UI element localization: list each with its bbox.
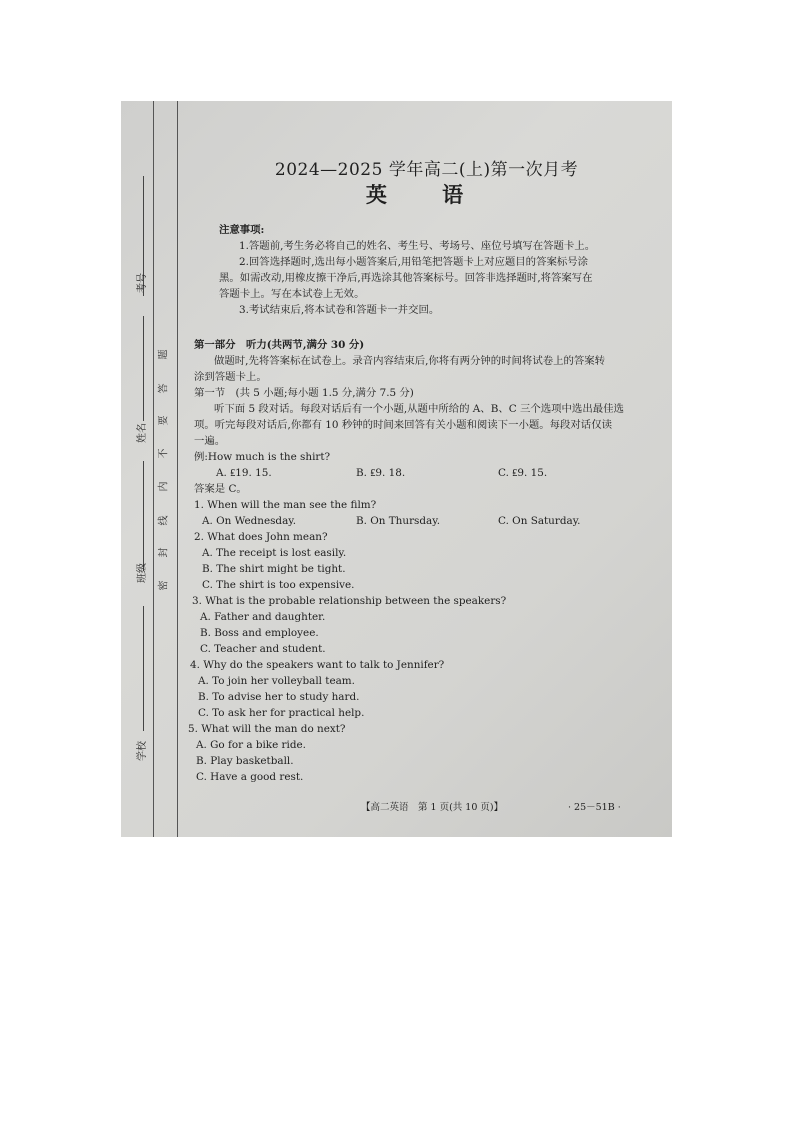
- exam-number-label: 考号: [137, 273, 148, 293]
- question-1-options: [194, 513, 624, 529]
- notice-line: 3.考试结束后,将本试卷和答题卡一并交回。: [239, 304, 440, 316]
- question-4: 4. Why do the speakers want to talk to Jennifer?: [190, 659, 445, 671]
- notice-line: 2.回答选择题时,选出每小题答案后,用铅笔把答题卡上对应题目的答案标号涂: [239, 256, 589, 268]
- class-label: 班级: [137, 563, 148, 583]
- name-label: 姓名: [137, 423, 148, 443]
- section1-line: 一遍。: [194, 435, 226, 447]
- q3-option-b: B. Boss and employee.: [200, 627, 319, 639]
- q4-option-b: B. To advise her to study hard.: [198, 691, 360, 703]
- part1-heading: 第一部分 听力(共两节,满分 30 分): [194, 339, 365, 351]
- example-answer: 答案是 C。: [194, 483, 247, 495]
- seal-char: 封: [158, 547, 170, 558]
- section1-line: 听下面 5 段对话。每段对话后有一个小题,从题中所给的 A、B、C 三个选项中选出最佳选: [214, 403, 624, 415]
- q1-option-c: C. On Saturday.: [498, 515, 581, 527]
- question-2: 2. What does John mean?: [194, 531, 328, 543]
- q2-option-c: C. The shirt is too expensive.: [202, 579, 355, 591]
- q1-option-b: B. On Thursday.: [356, 515, 441, 527]
- exam-code: · 25－51B ·: [568, 802, 621, 813]
- q5-option-a: A. Go for a bike ride.: [196, 739, 306, 751]
- q4-option-a: A. To join her volleyball team.: [198, 675, 355, 687]
- section1-line: 项。听完每段对话后,你都有 10 秒钟的时间来回答有关小题和阅读下一小题。每段对话仅读: [194, 419, 612, 431]
- exam-content: [121, 101, 672, 837]
- section1-heading: 第一节 (共 5 小题;每小题 1.5 分,满分 7.5 分): [194, 387, 414, 399]
- question-3: 3. What is the probable relationship between the speakers?: [192, 595, 507, 607]
- example-option-c: C. ₤9. 15.: [498, 467, 548, 479]
- q1-option-a: A. On Wednesday.: [202, 515, 297, 527]
- seal-char: 密: [158, 580, 170, 591]
- notice-line: 1.答题前,考生务必将自己的姓名、考生号、考场号、座位号填写在答题卡上。: [239, 240, 596, 252]
- notice-heading: 注意事项:: [219, 224, 265, 236]
- q2-option-b: B. The shirt might be tight.: [202, 563, 346, 575]
- page-info: 【高二英语 第 1 页(共 10 页)】: [361, 802, 504, 813]
- q3-option-c: C. Teacher and student.: [200, 643, 326, 655]
- exam-title: 2024—2025 学年高二(上)第一次月考: [274, 160, 579, 180]
- example-option-b: B. ₤9. 18.: [356, 467, 406, 479]
- notice-line: 黑。如需改动,用橡皮擦干净后,再选涂其他答案标号。回答非选择题时,将答案写在: [219, 272, 593, 284]
- seal-char: 不: [158, 448, 170, 459]
- notice-section: [219, 222, 595, 318]
- part1-intro-line: 做题时,先将答案标在试卷上。录音内容结束后,你将有两分钟的时间将试卷上的答案转: [214, 355, 606, 367]
- question-5: 5. What will the man do next?: [188, 723, 346, 735]
- exam-page-photo: [121, 101, 672, 837]
- q4-option-c: C. To ask her for practical help.: [198, 707, 365, 719]
- school-label: 学校: [137, 741, 148, 761]
- example-options: [194, 465, 624, 481]
- q2-option-a: A. The receipt is lost easily.: [202, 547, 347, 559]
- seal-char: 题: [158, 349, 170, 360]
- seal-char: 内: [158, 481, 170, 492]
- notice-line: 答题卡上。写在本试卷上无效。: [219, 288, 365, 300]
- seal-char: 线: [158, 515, 170, 526]
- q5-option-c: C. Have a good rest.: [196, 771, 304, 783]
- example-question: 例:How much is the shirt?: [194, 451, 331, 463]
- subject-title: 英 语: [365, 182, 488, 207]
- seal-char: 答: [158, 383, 170, 394]
- question-1: 1. When will the man see the film?: [194, 499, 377, 511]
- q5-option-b: B. Play basketball.: [196, 755, 294, 767]
- part1-section: [188, 337, 624, 785]
- q3-option-a: A. Father and daughter.: [200, 611, 326, 623]
- part1-intro-line: 涂到答题卡上。: [194, 371, 267, 383]
- example-option-a: A. ₤19. 15.: [216, 467, 272, 479]
- seal-char: 要: [158, 415, 170, 426]
